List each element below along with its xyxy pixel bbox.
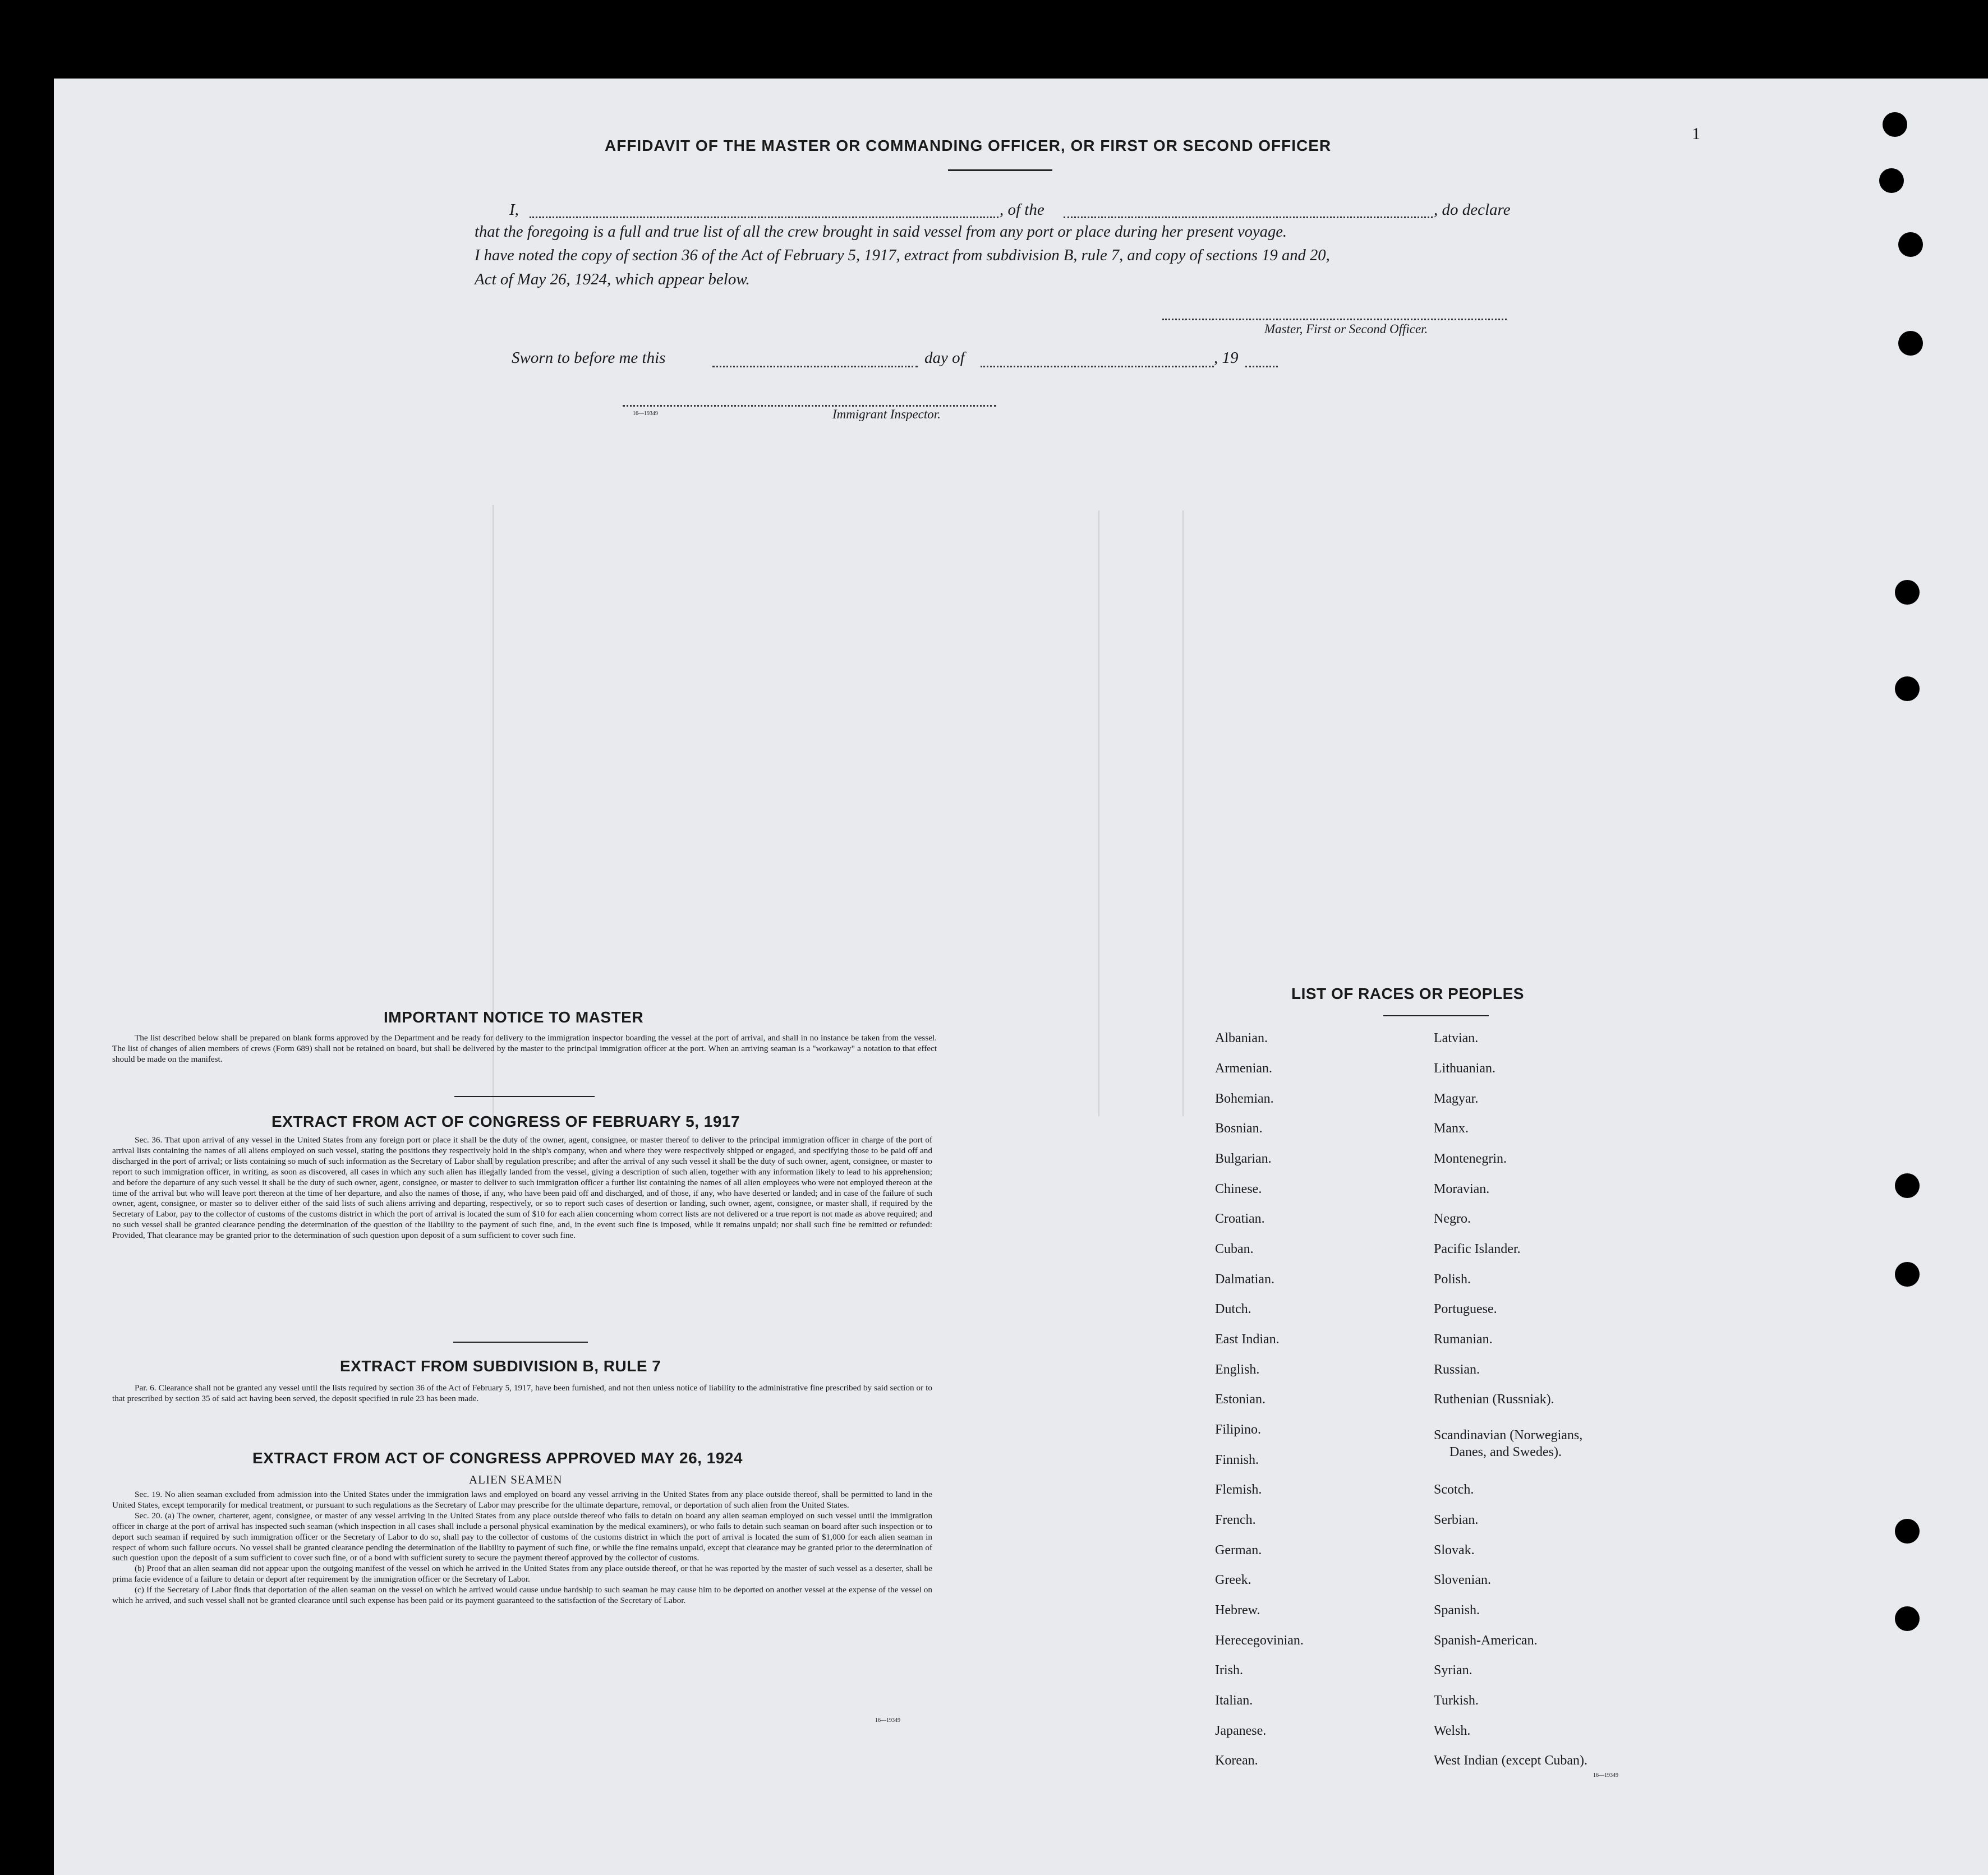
- race-item: Portuguese.: [1434, 1302, 1497, 1316]
- section-20b-paragraph: (b) Proof that an alien seaman did not appear upon the outgoing manifest of the vessel on which he arrived in the United States from any place outside thereof, or that he was reported by the master of such vessel as a deserter, shall be prima facie evidence of a failure to detain or deport after requirement by the immigration officer or the Secretary of Labor.: [112, 1564, 932, 1584]
- alien-seamen-subtitle: ALIEN SEAMEN: [469, 1473, 563, 1486]
- sworn-day-blank[interactable]: [712, 366, 918, 367]
- race-item: Greek.: [1215, 1573, 1251, 1587]
- race-item: Estonian.: [1215, 1392, 1265, 1407]
- binder-hole: [1898, 331, 1923, 356]
- race-item: Magyar.: [1434, 1091, 1479, 1106]
- affidavit-title: AFFIDAVIT OF THE MASTER OR COMMANDING OFFICER, OR FIRST OR SECOND OFFICER: [605, 137, 1332, 154]
- master-label: Master, First or Second Officer.: [1264, 322, 1428, 336]
- race-item: Turkish.: [1434, 1693, 1479, 1708]
- race-item: Polish.: [1434, 1272, 1471, 1287]
- rule7-paragraph: Par. 6. Clearance shall not be granted any vessel until the lists required by section 36 of the Act of February 5, 1917, have been furnished, and not then unless notice of liability to the administrative fine prescribed by said section or to that prescribed by section 35 of said act having been served, the deposit specified in rule 23 has been made.: [112, 1383, 932, 1403]
- race-item: Scotch.: [1434, 1482, 1474, 1497]
- form-number-bottom-left: 16—19349: [875, 1717, 900, 1724]
- race-item: Lithuanian.: [1434, 1061, 1495, 1076]
- affidavit-of-the: , of the: [1000, 201, 1044, 219]
- races-title: LIST OF RACES OR PEOPLES: [1291, 985, 1524, 1002]
- race-item: Latvian.: [1434, 1031, 1479, 1045]
- race-item: Rumanian.: [1434, 1332, 1493, 1347]
- race-item: Moravian.: [1434, 1182, 1490, 1196]
- race-item: Albanian.: [1215, 1031, 1268, 1045]
- race-item: Spanish-American.: [1434, 1633, 1538, 1648]
- title-underline: [948, 169, 1052, 171]
- race-item: Dutch.: [1215, 1302, 1251, 1316]
- affidavit-do-declare: , do declare: [1434, 201, 1511, 219]
- extract-1924-title: EXTRACT FROM ACT OF CONGRESS APPROVED MAY 26, 1924: [252, 1449, 743, 1467]
- affidavit-line2: that the foregoing is a full and true list of all the crew brought in said vessel from any port or place during her present voyage.: [475, 223, 1287, 241]
- race-item: Cuban.: [1215, 1242, 1254, 1256]
- race-item: English.: [1215, 1362, 1260, 1377]
- extract-1917-title: EXTRACT FROM ACT OF CONGRESS OF FEBRUARY 5, 1917: [271, 1113, 740, 1130]
- binder-hole: [1895, 580, 1920, 605]
- day-of-label: day of: [924, 349, 965, 367]
- race-item: Italian.: [1215, 1693, 1253, 1708]
- race-item: Manx.: [1434, 1121, 1469, 1136]
- race-item: Welsh.: [1434, 1724, 1471, 1738]
- rule7-text: [112, 1383, 932, 1404]
- race-item: Danes, and Swedes).: [1449, 1445, 1562, 1459]
- sworn-label: Sworn to before me this: [512, 349, 666, 367]
- race-item: Japanese.: [1215, 1724, 1267, 1738]
- race-item: Bosnian.: [1215, 1121, 1263, 1136]
- race-item: Filipino.: [1215, 1422, 1262, 1437]
- race-item: Scandinavian (Norwegians,: [1434, 1428, 1583, 1443]
- extract-1917-divider: [453, 1342, 588, 1343]
- binder-hole: [1895, 676, 1920, 701]
- binder-hole: [1895, 1262, 1920, 1287]
- rule7-title: EXTRACT FROM SUBDIVISION B, RULE 7: [340, 1357, 661, 1375]
- form-number-bottom-right: 16—19349: [1593, 1772, 1618, 1779]
- race-item: Irish.: [1215, 1663, 1243, 1678]
- section-20a-paragraph: Sec. 20. (a) The owner, charterer, agent, consignee, or master of any vessel arriving in the United States from any place outside thereof who fails to detain on board any alien seaman employed on such vessel until the immigration officer in charge at the port of arrival has inspected such seaman (which inspection in all cases shall include a personal physical examination by the medical examiners), or who fails to detain such seaman on board after such inspection or to deport such seaman if required by such immigration officer or the Secretary of Labor to do so, shall pay to the collector of customs of the customs district in which the port of arrival is located the sum of $1,000 for each alien seaman in respect of whom such failure occurs. No vessel shall be granted clearance pending the determination of the liability to payment of such fine, or while the fine remains unpaid, except that clearance may be granted prior to the determination of such question upon the deposit of a sum sufficient to cover such fine, or of a bond with sufficient surety to secure the payment thereof approved by the collector of customs.: [112, 1510, 932, 1563]
- binder-hole: [1898, 232, 1923, 257]
- extract-1924-text: [112, 1490, 932, 1606]
- section-19-paragraph: Sec. 19. No alien seaman excluded from admission into the United States under the immigration laws and employed on board any vessel arriving in the United States from any place outside thereof, shall be permitted to land in the United States, except temporarily for medical treatment, or pursuant to such regulations as the Secretary of Labor may prescribe for the ultimate departure, removal, or deportation of such alien from the United States.: [112, 1490, 932, 1510]
- race-item: Bulgarian.: [1215, 1151, 1272, 1166]
- race-item: Syrian.: [1434, 1663, 1472, 1678]
- fold-line-left: [493, 505, 494, 1178]
- race-item: Dalmatian.: [1215, 1272, 1274, 1287]
- inspector-signature-line[interactable]: [623, 405, 996, 407]
- vessel-blank[interactable]: [1064, 216, 1433, 218]
- affidavit-line3: I have noted the copy of section 36 of the Act of February 5, 1917, extract from subdivision B, rule 7, and copy of sections 19 and 20,: [475, 247, 1330, 264]
- notice-text: [112, 1033, 937, 1065]
- race-item: Ruthenian (Russniak).: [1434, 1392, 1554, 1407]
- binder-hole: [1895, 1519, 1920, 1544]
- race-item: Hebrew.: [1215, 1603, 1260, 1618]
- race-item: Herecegovinian.: [1215, 1633, 1304, 1648]
- fold-line-right: [1182, 510, 1184, 1116]
- race-item: Chinese.: [1215, 1182, 1262, 1196]
- affidavit-line4: Act of May 26, 1924, which appear below.: [475, 270, 750, 288]
- race-item: French.: [1215, 1513, 1256, 1527]
- race-item: Slovenian.: [1434, 1573, 1491, 1587]
- binder-hole: [1883, 112, 1907, 137]
- binder-hole: [1895, 1173, 1920, 1198]
- races-underline: [1383, 1015, 1489, 1016]
- binder-hole: [1895, 1606, 1920, 1631]
- race-item: Russian.: [1434, 1362, 1480, 1377]
- race-item: Korean.: [1215, 1753, 1258, 1768]
- binder-hole: [1879, 168, 1904, 193]
- notice-divider: [454, 1096, 595, 1097]
- race-item: Pacific Islander.: [1434, 1242, 1521, 1256]
- inspector-label: Immigrant Inspector.: [832, 407, 941, 421]
- race-item: Slovak.: [1434, 1543, 1475, 1558]
- section-36-paragraph: Sec. 36. That upon arrival of any vessel in the United States from any foreign port or place it shall be the duty of the owner, agent, consignee, or master thereof to deliver to the principal immigration officer in charge of the port of arrival lists containing the names of all aliens employed on such vessel, stating the positions they respectively hold in the ship's company, when and where they were respectively shipped or engaged, and specifying those to be paid off and discharged in the port of arrival; or lists containing so much of such information as the Secretary of Labor shall by regulation prescribe; and after the arrival of any such vessel it shall be the duty of such owner, agent, consignee, or master to report to such immigration officer, in writing, as soon as discovered, all cases in which any such alien has illegally landed from the vessel, giving a description of such alien, together with any information likely to lead to his apprehension; and before the departure of any such vessel it shall be the duty of such owner, agent, consignee, or master to deliver to such immigration officer a further list containing the names of all alien employees who were not employed thereon at the time of the arrival but who will leave port thereon at the time of her departure, and also the names of those, if any, who have been paid off and discharged, and of those, if any, who have deserted or landed; and in case of the failure of such owner, agent, consignee, or master so to deliver either of the said lists of such aliens arriving and departing, respectively, or so to report such cases of desertion or landing, such owner, agent, consignee, or master shall, if required by the Secretary of Labor, pay to the collector of customs of the customs district in which the port of arrival is located the sum of $10 for each alien concerning whom correct lists are not delivered or a true report is not made as above required; and no such vessel shall be granted clearance pending the determination of the question of the liability to the payment of such fine, and, in the event such fine is imposed, while it remains unpaid; nor shall such fine be remitted or refunded: Provided, That clearance may be granted prior to the determination of such question upon deposit of a sum sufficient to cover such fine.: [112, 1135, 932, 1241]
- race-item: Serbian.: [1434, 1513, 1479, 1527]
- race-item: Negro.: [1434, 1211, 1471, 1226]
- sworn-month-blank[interactable]: [981, 366, 1214, 367]
- affidavit-i: I,: [509, 201, 519, 219]
- race-item: Bohemian.: [1215, 1091, 1274, 1106]
- race-item: Montenegrin.: [1434, 1151, 1507, 1166]
- race-item: Croatian.: [1215, 1211, 1265, 1226]
- race-item: Flemish.: [1215, 1482, 1262, 1497]
- race-item: Finnish.: [1215, 1453, 1259, 1467]
- margin-mark: 1: [1692, 125, 1700, 143]
- master-signature-line[interactable]: [1162, 319, 1507, 320]
- race-item: West Indian (except Cuban).: [1434, 1753, 1587, 1768]
- sworn-year-blank[interactable]: [1245, 366, 1278, 367]
- section-20c-paragraph: (c) If the Secretary of Labor finds that deportation of the alien seaman on the vessel on which he arrived would cause undue hardship to such seaman he may cause him to be deported on another vessel at the expense of the vessel on which he arrived, and such vessel shall not be granted clearance until such expense has been paid or its payment guaranteed to the satisfaction of the Secretary of Labor.: [112, 1585, 932, 1606]
- race-item: East Indian.: [1215, 1332, 1280, 1347]
- race-item: German.: [1215, 1543, 1262, 1558]
- race-item: Spanish.: [1434, 1603, 1480, 1618]
- notice-paragraph: The list described below shall be prepared on blank forms approved by the Department and be ready for delivery to the immigration inspector boarding the vessel at the port of arrival, and shall in no instance be taken from the vessel. The list of changes of alien members of crews (Form 689) shall not be retained on board, but shall be delivered by the master to the principal immigration officer at the port. When an arriving seaman is a "workaway" a notation to that effect should be made on the manifest.: [112, 1033, 937, 1064]
- fold-line-center: [1098, 510, 1099, 1116]
- form-number-top: 16—19349: [633, 411, 658, 417]
- year-label: , 19: [1214, 349, 1239, 367]
- notice-title: IMPORTANT NOTICE TO MASTER: [384, 1008, 644, 1026]
- extract-1917-text: [112, 1135, 932, 1241]
- race-item: Armenian.: [1215, 1061, 1272, 1076]
- name-blank[interactable]: [530, 216, 998, 218]
